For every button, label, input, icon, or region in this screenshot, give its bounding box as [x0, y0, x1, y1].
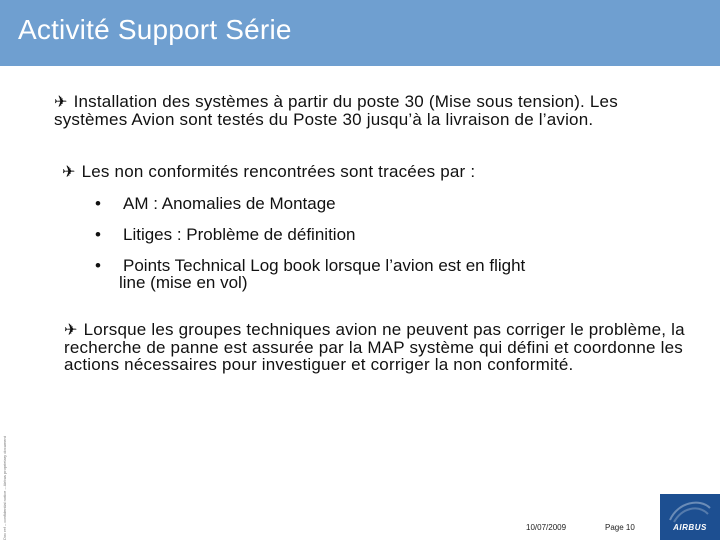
bullet-marker: •	[95, 256, 101, 275]
list-item-continuation: line (mise en vol)	[119, 273, 248, 292]
footer-page-number: Page 10	[605, 523, 635, 532]
footer-date: 10/07/2009	[526, 523, 567, 532]
paragraph-non-conformities	[62, 163, 682, 181]
paragraph-troubleshooting-text: Lorsque les groupes techniques avion ne peuvent pas corriger le problème, la recherche de panne est assurée par la MAP système qui défini et coordonne les actions nécessaires pour investiguer et corriger la non conformité.	[64, 320, 685, 374]
bullet-marker: •	[95, 194, 101, 213]
paragraph-non-conformities-text: Les non conformités rencontrées sont tracées par :	[81, 162, 476, 181]
bullet-marker: •	[95, 225, 101, 244]
page-title: Activité Support Série	[18, 14, 292, 45]
header-bar	[0, 0, 720, 66]
airbus-logo	[660, 494, 720, 540]
logo-swirl-icon	[666, 498, 714, 524]
paragraph-troubleshooting	[64, 321, 704, 373]
list-item	[95, 257, 655, 291]
list-item	[95, 195, 655, 212]
airplane-bullet-icon: ✈	[64, 322, 78, 339]
paragraph-installation	[54, 93, 694, 128]
airplane-bullet-icon: ✈	[54, 94, 68, 111]
list-item-text: Points Technical Log book lorsque l’avion est en flight	[123, 256, 526, 275]
list-item	[95, 226, 655, 243]
airplane-bullet-icon: ✈	[62, 164, 76, 181]
paragraph-installation-text: Installation des systèmes à partir du poste 30 (Mise sous tension). Les systèmes Avion sont testés du Poste 30 jusqu’à la livraison de l’avion.	[54, 92, 618, 129]
list-item-text: AM : Anomalies de Montage	[123, 194, 336, 213]
side-legal-note: Doc ref – confidential notice – Airbus proprietary document	[2, 436, 7, 540]
list-item-text: Litiges : Problème de définition	[123, 225, 356, 244]
logo-text: AIRBUS	[673, 523, 707, 532]
